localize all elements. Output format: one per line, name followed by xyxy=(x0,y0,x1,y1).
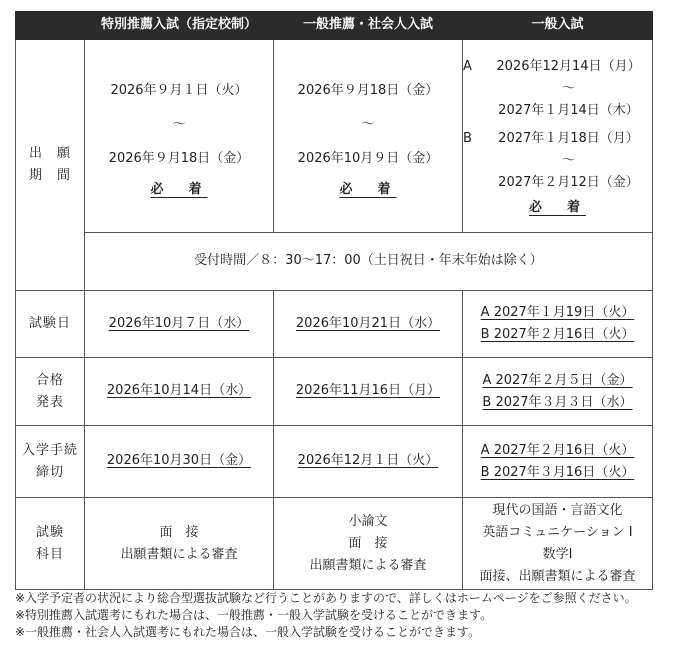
application-period-label: 出 願 期 間 xyxy=(16,40,85,291)
enrollment-deadline-general: A 2027年２月16日（火） B 2027年３月16日（火） xyxy=(463,426,653,498)
announcement-label: 合格 発表 xyxy=(16,358,85,426)
header-general-recommendation: 一般推薦・社会人入試 xyxy=(274,12,463,40)
arrival-deadline-note: 必 着 xyxy=(528,199,586,215)
enrollment-deadline-row xyxy=(16,426,653,498)
announcement-row xyxy=(16,358,653,426)
subjects-general: 現代の国語・言語文化 英語コミュニケーション Ⅰ 数学Ⅰ 面接、出願書類による審査 xyxy=(463,498,653,590)
footnote: ※入学予定者の状況により総合型選抜試験など行うことがありますので、詳しくはホームページをご参照ください。 xyxy=(15,591,637,605)
application-period-general: A 2026年12月14日（月） ～ 2027年１月14日（木） B 2027年１月18日（月） ～ 2027年２月12日（金） 必 着 xyxy=(463,40,653,233)
reception-hours: 受付時間／８：30～17：00（土日祝日・年末年始は除く） xyxy=(85,233,653,291)
reception-hours-row xyxy=(16,233,653,291)
header-row xyxy=(16,12,653,40)
enrollment-deadline-label: 入学手続 締切 xyxy=(16,426,85,498)
arrival-deadline-note: 必 着 xyxy=(150,181,208,197)
application-period-special: 2026年９月１日（火） ～ 2026年９月18日（金） 必 着 xyxy=(85,40,274,233)
subjects-label: 試験 科目 xyxy=(16,498,85,590)
exam-date-label: 試験日 xyxy=(16,291,85,358)
exam-date-general-rec: 2026年10月21日（水） xyxy=(274,291,463,358)
announcement-general-rec: 2026年11月16日（月） xyxy=(274,358,463,426)
header-special-recommendation: 特別推薦入試（指定校制） xyxy=(85,12,274,40)
header-corner xyxy=(16,12,85,40)
footnote: ※特別推薦入試選考にもれた場合は、一般推薦・一般入学試験を受けることができます。 xyxy=(15,608,493,622)
announcement-special: 2026年10月14日（水） xyxy=(85,358,274,426)
subjects-row xyxy=(16,498,653,590)
exam-date-general: A 2027年１月19日（火） B 2027年２月16日（火） xyxy=(463,291,653,358)
application-period-row xyxy=(16,40,653,233)
subjects-special: 面 接 出願書類による審査 xyxy=(85,498,274,590)
application-period-general-rec: 2026年９月18日（金） ～ 2026年10月９日（金） 必 着 xyxy=(274,40,463,233)
exam-date-row xyxy=(16,291,653,358)
enrollment-deadline-special: 2026年10月30日（金） xyxy=(85,426,274,498)
subjects-general-rec: 小論文 面 接 出願書類による審査 xyxy=(274,498,463,590)
header-general-exam: 一般入試 xyxy=(463,12,653,40)
exam-date-special: 2026年10月７日（水） xyxy=(85,291,274,358)
footnote: ※一般推薦・社会人入試選考にもれた場合は、一般入学試験を受けることができます。 xyxy=(15,625,481,639)
footnotes xyxy=(15,590,660,641)
enrollment-deadline-general-rec: 2026年12月１日（火） xyxy=(274,426,463,498)
admission-schedule-table xyxy=(15,11,653,590)
arrival-deadline-note: 必 着 xyxy=(339,181,397,197)
announcement-general: A 2027年２月５日（金） B 2027年３月３日（水） xyxy=(463,358,653,426)
